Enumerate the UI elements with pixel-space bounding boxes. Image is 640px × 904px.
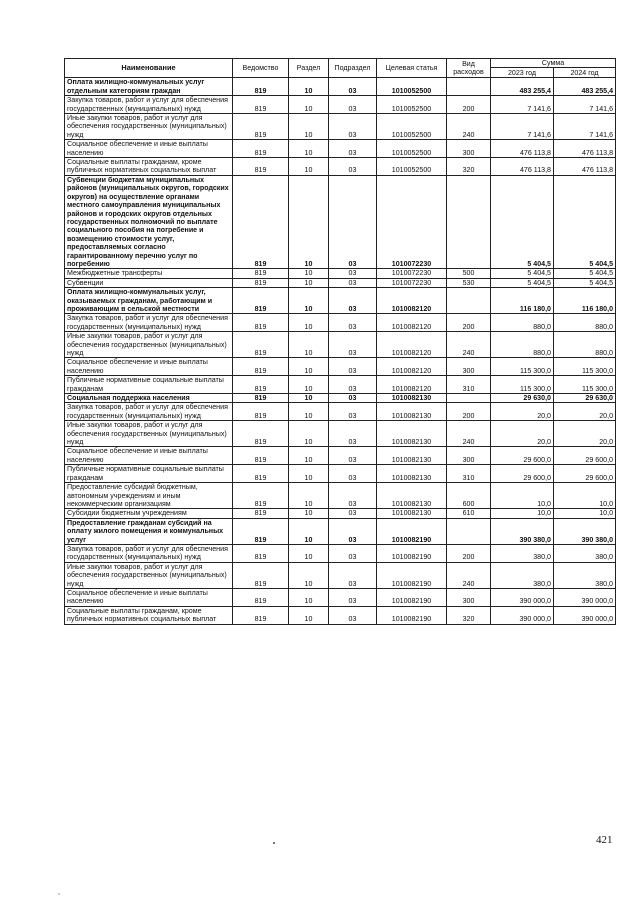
cell-name: Оплата жилищно-коммунальных услуг, оказываемых гражданам, работающим и проживающим в сельской местности — [65, 288, 233, 314]
cell-sum-2024: 476 113,8 — [554, 158, 616, 176]
cell-section: 10 — [289, 175, 329, 268]
table-row — [65, 278, 616, 287]
table-row — [65, 606, 616, 624]
cell-sum-2023: 476 113,8 — [491, 158, 554, 176]
cell-section: 10 — [289, 518, 329, 544]
cell-article: 1010082130 — [377, 394, 447, 403]
cell-sum-2024: 7 141,6 — [554, 114, 616, 140]
cell-sum-2023: 20,0 — [491, 403, 554, 421]
cell-name: Субвенции бюджетам муниципальных районов (муниципальных округов, городских округов) на осуществление органами местного самоуправления муниципальных районов и городских округов отдельных государственных полномочий по выплате социального пособия на погребение и возмещению стоимости услуг, предоставляемых согласно гарантированному перечню услуг по погребению — [65, 175, 233, 268]
table-row — [65, 114, 616, 140]
table-row — [65, 562, 616, 588]
cell-article: 1010052500 — [377, 78, 447, 96]
cell-sum-2024: 7 141,6 — [554, 96, 616, 114]
cell-name: Закупка товаров, работ и услуг для обеспечения государственных (муниципальных) нужд — [65, 544, 233, 562]
cell-exp-type — [447, 394, 491, 403]
cell-article: 1010082130 — [377, 509, 447, 518]
cell-subsection: 03 — [329, 483, 377, 509]
cell-exp-type: 200 — [447, 403, 491, 421]
cell-name: Закупка товаров, работ и услуг для обеспечения государственных (муниципальных) нужд — [65, 403, 233, 421]
table-row — [65, 588, 616, 606]
cell-dept: 819 — [233, 465, 289, 483]
cell-exp-type: 240 — [447, 332, 491, 358]
cell-dept: 819 — [233, 394, 289, 403]
cell-sum-2024: 5 404,5 — [554, 175, 616, 268]
cell-dept: 819 — [233, 588, 289, 606]
cell-article: 1010082190 — [377, 606, 447, 624]
cell-subsection: 03 — [329, 96, 377, 114]
cell-subsection: 03 — [329, 269, 377, 278]
cell-sum-2024: 5 404,5 — [554, 269, 616, 278]
cell-exp-type: 500 — [447, 269, 491, 278]
header-article: Целевая статья — [377, 59, 447, 78]
cell-sum-2023: 390 380,0 — [491, 518, 554, 544]
cell-sum-2023: 390 000,0 — [491, 606, 554, 624]
cell-dept: 819 — [233, 421, 289, 447]
cell-article: 1010082130 — [377, 483, 447, 509]
cell-dept: 819 — [233, 403, 289, 421]
cell-article: 1010072230 — [377, 175, 447, 268]
cell-name: Иные закупки товаров, работ и услуг для обеспечения государственных (муниципальных) нужд — [65, 562, 233, 588]
cell-sum-2024: 380,0 — [554, 562, 616, 588]
cell-sum-2023: 483 255,4 — [491, 78, 554, 96]
cell-section: 10 — [289, 114, 329, 140]
cell-exp-type: 310 — [447, 465, 491, 483]
cell-article: 1010052500 — [377, 114, 447, 140]
cell-section: 10 — [289, 544, 329, 562]
cell-sum-2024: 115 300,0 — [554, 358, 616, 376]
cell-section: 10 — [289, 96, 329, 114]
cell-exp-type: 320 — [447, 606, 491, 624]
cell-sum-2024: 390 000,0 — [554, 606, 616, 624]
table-body — [65, 78, 616, 624]
cell-dept: 819 — [233, 175, 289, 268]
cell-name: Иные закупки товаров, работ и услуг для обеспечения государственных (муниципальных) нужд — [65, 332, 233, 358]
header-sum: Сумма — [491, 59, 616, 68]
cell-subsection: 03 — [329, 376, 377, 394]
header-subsection: Подраздел — [329, 59, 377, 78]
cell-name: Межбюджетные трансферты — [65, 269, 233, 278]
cell-dept: 819 — [233, 562, 289, 588]
cell-dept: 819 — [233, 78, 289, 96]
cell-section: 10 — [289, 278, 329, 287]
cell-sum-2024: 5 404,5 — [554, 278, 616, 287]
cell-sum-2023: 380,0 — [491, 544, 554, 562]
cell-exp-type: 240 — [447, 114, 491, 140]
cell-exp-type: 310 — [447, 376, 491, 394]
cell-exp-type: 610 — [447, 509, 491, 518]
table-row — [65, 358, 616, 376]
cell-article: 1010052500 — [377, 158, 447, 176]
cell-sum-2024: 390 380,0 — [554, 518, 616, 544]
cell-name: Социальное обеспечение и иные выплаты населению — [65, 447, 233, 465]
cell-sum-2023: 20,0 — [491, 421, 554, 447]
cell-sum-2023: 29 600,0 — [491, 447, 554, 465]
cell-dept: 819 — [233, 269, 289, 278]
cell-sum-2023: 10,0 — [491, 483, 554, 509]
header-dept: Ведомство — [233, 59, 289, 78]
table-row — [65, 175, 616, 268]
cell-article: 1010082190 — [377, 588, 447, 606]
cell-section: 10 — [289, 158, 329, 176]
cell-sum-2023: 880,0 — [491, 332, 554, 358]
cell-sum-2023: 5 404,5 — [491, 269, 554, 278]
cell-exp-type — [447, 78, 491, 96]
table-row — [65, 483, 616, 509]
cell-dept: 819 — [233, 278, 289, 287]
header-section: Раздел — [289, 59, 329, 78]
cell-dept: 819 — [233, 114, 289, 140]
cell-exp-type: 240 — [447, 562, 491, 588]
cell-subsection: 03 — [329, 332, 377, 358]
cell-exp-type: 600 — [447, 483, 491, 509]
cell-subsection: 03 — [329, 588, 377, 606]
cell-sum-2024: 20,0 — [554, 421, 616, 447]
scan-speck — [273, 842, 275, 844]
cell-name: Социальные выплаты гражданам, кроме публичных нормативных социальных выплат — [65, 606, 233, 624]
cell-subsection: 03 — [329, 518, 377, 544]
cell-name: Публичные нормативные социальные выплаты гражданам — [65, 376, 233, 394]
table-row — [65, 269, 616, 278]
header-exp-type: Вид расходов — [447, 59, 491, 78]
cell-exp-type: 200 — [447, 96, 491, 114]
cell-sum-2023: 880,0 — [491, 314, 554, 332]
cell-article: 1010082130 — [377, 403, 447, 421]
cell-subsection: 03 — [329, 78, 377, 96]
cell-exp-type: 320 — [447, 158, 491, 176]
cell-article: 1010082130 — [377, 465, 447, 483]
cell-subsection: 03 — [329, 606, 377, 624]
cell-sum-2024: 390 000,0 — [554, 588, 616, 606]
cell-dept: 819 — [233, 606, 289, 624]
cell-sum-2023: 29 600,0 — [491, 465, 554, 483]
cell-article: 1010082190 — [377, 562, 447, 588]
cell-sum-2023: 7 141,6 — [491, 96, 554, 114]
cell-section: 10 — [289, 288, 329, 314]
header-year-2024: 2024 год — [554, 68, 616, 78]
header-year-2023: 2023 год — [491, 68, 554, 78]
cell-section: 10 — [289, 140, 329, 158]
table-row — [65, 158, 616, 176]
cell-article: 1010082130 — [377, 447, 447, 465]
scan-speck — [58, 893, 60, 895]
cell-name: Иные закупки товаров, работ и услуг для обеспечения государственных (муниципальных) нужд — [65, 421, 233, 447]
cell-sum-2024: 476 113,8 — [554, 140, 616, 158]
cell-exp-type — [447, 518, 491, 544]
cell-dept: 819 — [233, 447, 289, 465]
cell-exp-type: 300 — [447, 588, 491, 606]
cell-dept: 819 — [233, 509, 289, 518]
cell-dept: 819 — [233, 158, 289, 176]
cell-exp-type: 300 — [447, 140, 491, 158]
cell-name: Социальное обеспечение и иные выплаты населению — [65, 588, 233, 606]
cell-sum-2024: 483 255,4 — [554, 78, 616, 96]
table-row — [65, 314, 616, 332]
cell-article: 1010072230 — [377, 278, 447, 287]
cell-subsection: 03 — [329, 114, 377, 140]
cell-sum-2024: 10,0 — [554, 509, 616, 518]
cell-name: Социальные выплаты гражданам, кроме публичных нормативных социальных выплат — [65, 158, 233, 176]
cell-name: Социальное обеспечение и иные выплаты населению — [65, 358, 233, 376]
cell-article: 1010082130 — [377, 421, 447, 447]
cell-sum-2023: 390 000,0 — [491, 588, 554, 606]
table-row — [65, 332, 616, 358]
cell-sum-2023: 5 404,5 — [491, 175, 554, 268]
cell-article: 1010072230 — [377, 269, 447, 278]
cell-exp-type: 530 — [447, 278, 491, 287]
table-row — [65, 509, 616, 518]
cell-sum-2024: 20,0 — [554, 403, 616, 421]
cell-dept: 819 — [233, 518, 289, 544]
cell-subsection: 03 — [329, 314, 377, 332]
cell-subsection: 03 — [329, 158, 377, 176]
cell-dept: 819 — [233, 332, 289, 358]
cell-name: Оплата жилищно-коммунальных услуг отдельным категориям граждан — [65, 78, 233, 96]
cell-section: 10 — [289, 588, 329, 606]
cell-sum-2023: 476 113,8 — [491, 140, 554, 158]
cell-sum-2024: 380,0 — [554, 544, 616, 562]
cell-sum-2024: 10,0 — [554, 483, 616, 509]
cell-name: Закупка товаров, работ и услуг для обеспечения государственных (муниципальных) нужд — [65, 96, 233, 114]
budget-table — [64, 58, 616, 625]
table-row — [65, 518, 616, 544]
cell-article: 1010082120 — [377, 288, 447, 314]
table-row — [65, 140, 616, 158]
cell-subsection: 03 — [329, 403, 377, 421]
cell-section: 10 — [289, 447, 329, 465]
cell-name: Субвенции — [65, 278, 233, 287]
cell-section: 10 — [289, 421, 329, 447]
cell-dept: 819 — [233, 483, 289, 509]
cell-section: 10 — [289, 314, 329, 332]
cell-dept: 819 — [233, 358, 289, 376]
cell-subsection: 03 — [329, 544, 377, 562]
page-number: 421 — [596, 834, 613, 846]
cell-name: Публичные нормативные социальные выплаты гражданам — [65, 465, 233, 483]
table-row — [65, 465, 616, 483]
cell-exp-type: 200 — [447, 544, 491, 562]
cell-dept: 819 — [233, 314, 289, 332]
cell-article: 1010082120 — [377, 332, 447, 358]
cell-article: 1010082120 — [377, 314, 447, 332]
cell-article: 1010052500 — [377, 140, 447, 158]
cell-article: 1010082190 — [377, 518, 447, 544]
cell-sum-2023: 29 630,0 — [491, 394, 554, 403]
cell-article: 1010052500 — [377, 96, 447, 114]
cell-sum-2024: 115 300,0 — [554, 376, 616, 394]
cell-name: Субсидии бюджетным учреждениям — [65, 509, 233, 518]
table-row — [65, 403, 616, 421]
cell-exp-type: 300 — [447, 447, 491, 465]
cell-section: 10 — [289, 78, 329, 96]
table-row — [65, 544, 616, 562]
cell-dept: 819 — [233, 140, 289, 158]
cell-section: 10 — [289, 509, 329, 518]
cell-subsection: 03 — [329, 562, 377, 588]
cell-sum-2024: 29 600,0 — [554, 447, 616, 465]
cell-exp-type: 200 — [447, 314, 491, 332]
cell-section: 10 — [289, 483, 329, 509]
cell-section: 10 — [289, 269, 329, 278]
cell-sum-2023: 10,0 — [491, 509, 554, 518]
table-row — [65, 421, 616, 447]
cell-sum-2023: 380,0 — [491, 562, 554, 588]
cell-subsection: 03 — [329, 509, 377, 518]
table-row — [65, 447, 616, 465]
cell-sum-2023: 7 141,6 — [491, 114, 554, 140]
cell-article: 1010082120 — [377, 358, 447, 376]
cell-section: 10 — [289, 403, 329, 421]
cell-name: Социальное обеспечение и иные выплаты населению — [65, 140, 233, 158]
cell-sum-2024: 880,0 — [554, 314, 616, 332]
cell-sum-2024: 29 630,0 — [554, 394, 616, 403]
cell-article: 1010082120 — [377, 376, 447, 394]
cell-exp-type — [447, 288, 491, 314]
cell-subsection: 03 — [329, 278, 377, 287]
cell-section: 10 — [289, 562, 329, 588]
cell-name: Закупка товаров, работ и услуг для обеспечения государственных (муниципальных) нужд — [65, 314, 233, 332]
cell-subsection: 03 — [329, 394, 377, 403]
cell-sum-2023: 116 180,0 — [491, 288, 554, 314]
cell-section: 10 — [289, 465, 329, 483]
cell-name: Иные закупки товаров, работ и услуг для обеспечения государственных (муниципальных) нужд — [65, 114, 233, 140]
cell-subsection: 03 — [329, 175, 377, 268]
cell-section: 10 — [289, 358, 329, 376]
cell-dept: 819 — [233, 96, 289, 114]
cell-exp-type: 300 — [447, 358, 491, 376]
cell-subsection: 03 — [329, 465, 377, 483]
header-name: Наименование — [65, 59, 233, 78]
cell-name: Предоставление гражданам субсидий на оплату жилого помещения и коммунальных услуг — [65, 518, 233, 544]
cell-subsection: 03 — [329, 288, 377, 314]
table-row — [65, 394, 616, 403]
cell-section: 10 — [289, 376, 329, 394]
cell-exp-type: 240 — [447, 421, 491, 447]
cell-subsection: 03 — [329, 421, 377, 447]
cell-sum-2024: 29 600,0 — [554, 465, 616, 483]
cell-article: 1010082190 — [377, 544, 447, 562]
cell-section: 10 — [289, 606, 329, 624]
cell-name: Предоставление субсидий бюджетным, автономным учреждениям и иным некоммерческим организациям — [65, 483, 233, 509]
table-row — [65, 376, 616, 394]
cell-sum-2024: 880,0 — [554, 332, 616, 358]
cell-dept: 819 — [233, 376, 289, 394]
cell-exp-type — [447, 175, 491, 268]
cell-section: 10 — [289, 394, 329, 403]
cell-dept: 819 — [233, 544, 289, 562]
cell-section: 10 — [289, 332, 329, 358]
cell-dept: 819 — [233, 288, 289, 314]
table-row — [65, 78, 616, 96]
cell-sum-2024: 116 180,0 — [554, 288, 616, 314]
cell-sum-2023: 115 300,0 — [491, 376, 554, 394]
cell-subsection: 03 — [329, 447, 377, 465]
cell-name: Социальная поддержка населения — [65, 394, 233, 403]
table-row — [65, 288, 616, 314]
cell-subsection: 03 — [329, 358, 377, 376]
table-row — [65, 96, 616, 114]
cell-sum-2023: 115 300,0 — [491, 358, 554, 376]
cell-subsection: 03 — [329, 140, 377, 158]
cell-sum-2023: 5 404,5 — [491, 278, 554, 287]
